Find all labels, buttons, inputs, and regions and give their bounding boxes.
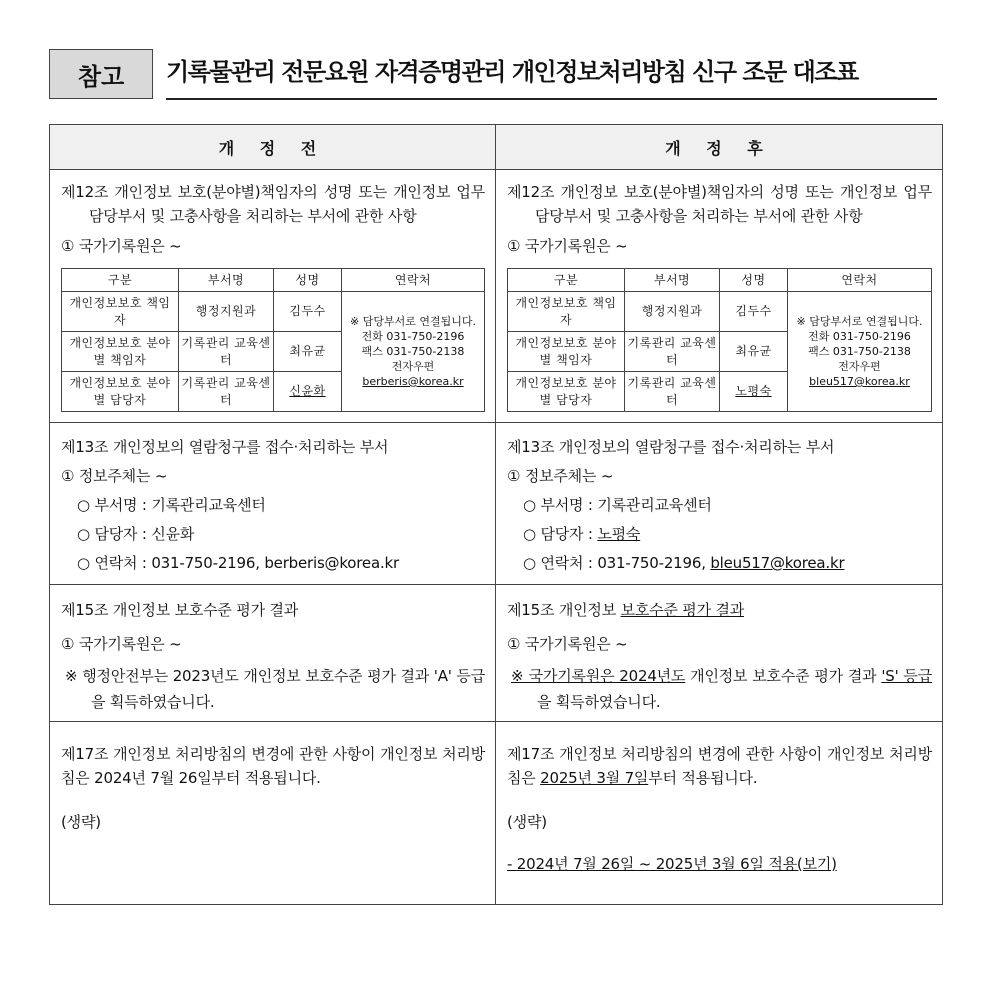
header-name: 성명 [720, 269, 788, 292]
person-value: 노평숙 [597, 525, 641, 543]
contact-phone: 전화 031-750-2196 [808, 330, 911, 343]
phone-value: 031-750-2196, [151, 554, 260, 572]
contact-table [61, 268, 485, 412]
dept-line [507, 491, 932, 520]
contact-note: ※ 담당부서로 연결됩니다. [796, 315, 923, 328]
contact-label: ○ 연락처 : [523, 554, 598, 572]
dept-line [61, 491, 485, 520]
article-17-after [496, 722, 943, 905]
row-name: 노평숙 [720, 372, 788, 412]
contact-fax: 팩스 031-750-2138 [808, 345, 911, 358]
comparison-table [49, 124, 943, 905]
header-dept: 부서명 [179, 269, 274, 292]
contact-email[interactable]: bleu517@korea.kr [809, 375, 910, 388]
article-12-after [496, 170, 943, 423]
article-17-before [50, 722, 496, 905]
row-type: 개인정보보호 분야별 책임자 [62, 332, 179, 372]
contact-line [507, 549, 932, 578]
contact-info [342, 292, 485, 412]
item-1: ① 국가기록원은 ~ [507, 237, 628, 255]
contact-note: ※ 담당부서로 연결됩니다. [350, 315, 476, 328]
omitted: (생략) [507, 813, 547, 831]
row-type: 개인정보보호 분야별 담당자 [508, 372, 625, 412]
phone-value: 031-750-2196, [597, 554, 706, 572]
history-link[interactable]: - 2024년 7월 26일 ~ 2025년 3월 6일 적용(보기) [507, 855, 837, 873]
contact-table [507, 268, 932, 412]
title-prefix: 제15조 개인정보 [507, 601, 621, 619]
row-name: 최유균 [720, 332, 788, 372]
row-type: 개인정보보호 책임자 [508, 292, 625, 332]
article-text: 제17조 개인정보 처리방침의 변경에 관한 사항이 개인정보 처리방침은 2024년 7월 26일부터 적용됩니다. [61, 745, 485, 787]
header-contact: 연락처 [342, 269, 485, 292]
email-value[interactable]: bleu517@korea.kr [710, 554, 845, 572]
dept-value: 기록관리교육센터 [151, 496, 266, 514]
dept-value: 기록관리교육센터 [597, 496, 712, 514]
row-name: 김두수 [274, 292, 342, 332]
article-title: 제12조 개인정보 보호(분야별)책임자의 성명 또는 개인정보 업무 담당부서 및 고충사항을 처리하는 부서에 관한 사항 [61, 183, 485, 225]
article-15-before [50, 585, 496, 722]
note-middle: 개인정보 보호수준 평가 결과 [685, 667, 882, 685]
item-1: ① 국가기록원은 ~ [61, 635, 182, 653]
header-category: 구분 [508, 269, 625, 292]
row-dept: 기록관리 교육센터 [625, 332, 720, 372]
contact-email[interactable]: berberis@korea.kr [362, 375, 464, 388]
reference-tag: 참고 [49, 49, 153, 99]
header-contact: 연락처 [788, 269, 932, 292]
item-1: ① 국가기록원은 ~ [61, 237, 182, 255]
row-dept: 기록관리 교육센터 [179, 332, 274, 372]
row-name: 최유균 [274, 332, 342, 372]
item-1: ① 정보주체는 ~ [507, 467, 614, 485]
article-title: 제12조 개인정보 보호(분야별)책임자의 성명 또는 개인정보 업무 담당부서 및 고충사항을 처리하는 부서에 관한 사항 [507, 183, 932, 225]
row-dept: 행정지원과 [625, 292, 720, 332]
article-text [507, 742, 932, 790]
omitted: (생략) [61, 813, 101, 831]
header-category: 구분 [62, 269, 179, 292]
person-line [61, 520, 485, 549]
row-name: 신윤화 [274, 372, 342, 412]
contact-email-label: 전자우편 [838, 360, 881, 373]
article-17-row [50, 722, 943, 905]
header-row [50, 125, 943, 170]
row-name: 김두수 [720, 292, 788, 332]
article-12-before [50, 170, 496, 423]
result-note: ※ 행정안전부는 2023년도 개인정보 보호수준 평가 결과 'A' 등급을 획득하였습니다. [65, 667, 485, 711]
row-type: 개인정보보호 분야별 책임자 [508, 332, 625, 372]
article-13-after [496, 423, 943, 585]
result-note [507, 663, 932, 715]
person-value: 신윤화 [151, 525, 195, 543]
row-dept: 행정지원과 [179, 292, 274, 332]
item-1: ① 국가기록원은 ~ [507, 635, 628, 653]
header-name: 성명 [274, 269, 342, 292]
article-15-after [496, 585, 943, 722]
text-prefix: 제17조 개인정보 처리방침의 변경에 관한 사항이 개인정보 처리방침은 [507, 745, 932, 787]
row-type: 개인정보보호 분야별 담당자 [62, 372, 179, 412]
article-15-row [50, 585, 943, 722]
column-after: 개 정 후 [496, 125, 943, 170]
email-value[interactable]: berberis@korea.kr [264, 554, 399, 572]
article-title: 제15조 개인정보 보호수준 평가 결과 [61, 601, 299, 619]
column-before: 개 정 전 [50, 125, 496, 170]
person-line [507, 520, 932, 549]
contact-phone: 전화 031-750-2196 [361, 330, 465, 343]
dept-label: ○ 부서명 : [77, 496, 152, 514]
item-1: ① 정보주체는 ~ [61, 467, 168, 485]
contact-label: ○ 연락처 : [77, 554, 152, 572]
title-underline [166, 98, 937, 100]
row-dept: 기록관리 교육센터 [625, 372, 720, 412]
row-type: 개인정보보호 책임자 [62, 292, 179, 332]
dept-label: ○ 부서명 : [523, 496, 598, 514]
row-dept: 기록관리 교육센터 [179, 372, 274, 412]
contact-line [61, 549, 485, 578]
article-title [507, 597, 932, 623]
article-title: 제13조 개인정보의 열람청구를 접수·처리하는 부서 [61, 438, 389, 456]
contact-email-label: 전자우편 [391, 360, 435, 373]
article-title: 제13조 개인정보의 열람청구를 접수·처리하는 부서 [507, 438, 835, 456]
text-date: 2025년 3월 7일 [540, 769, 649, 787]
title-underlined: 보호수준 평가 결과 [620, 601, 745, 619]
note-end: 을 획득하였습니다. [537, 693, 661, 711]
note-underlined-1: ※ 국가기록원은 2024년도 [511, 667, 686, 685]
header-dept: 부서명 [625, 269, 720, 292]
article-13-before [50, 423, 496, 585]
page-title: 기록물관리 전문요원 자격증명관리 개인정보처리방침 신구 조문 대조표 [166, 58, 858, 86]
note-underlined-2: 'S' 등급 [881, 667, 932, 685]
person-label: ○ 담당자 : [523, 525, 598, 543]
person-label: ○ 담당자 : [77, 525, 152, 543]
contact-fax: 팩스 031-750-2138 [361, 345, 465, 358]
contact-info [788, 292, 932, 412]
article-13-row [50, 423, 943, 585]
article-12-row [50, 170, 943, 423]
text-suffix: 부터 적용됩니다. [648, 769, 758, 787]
